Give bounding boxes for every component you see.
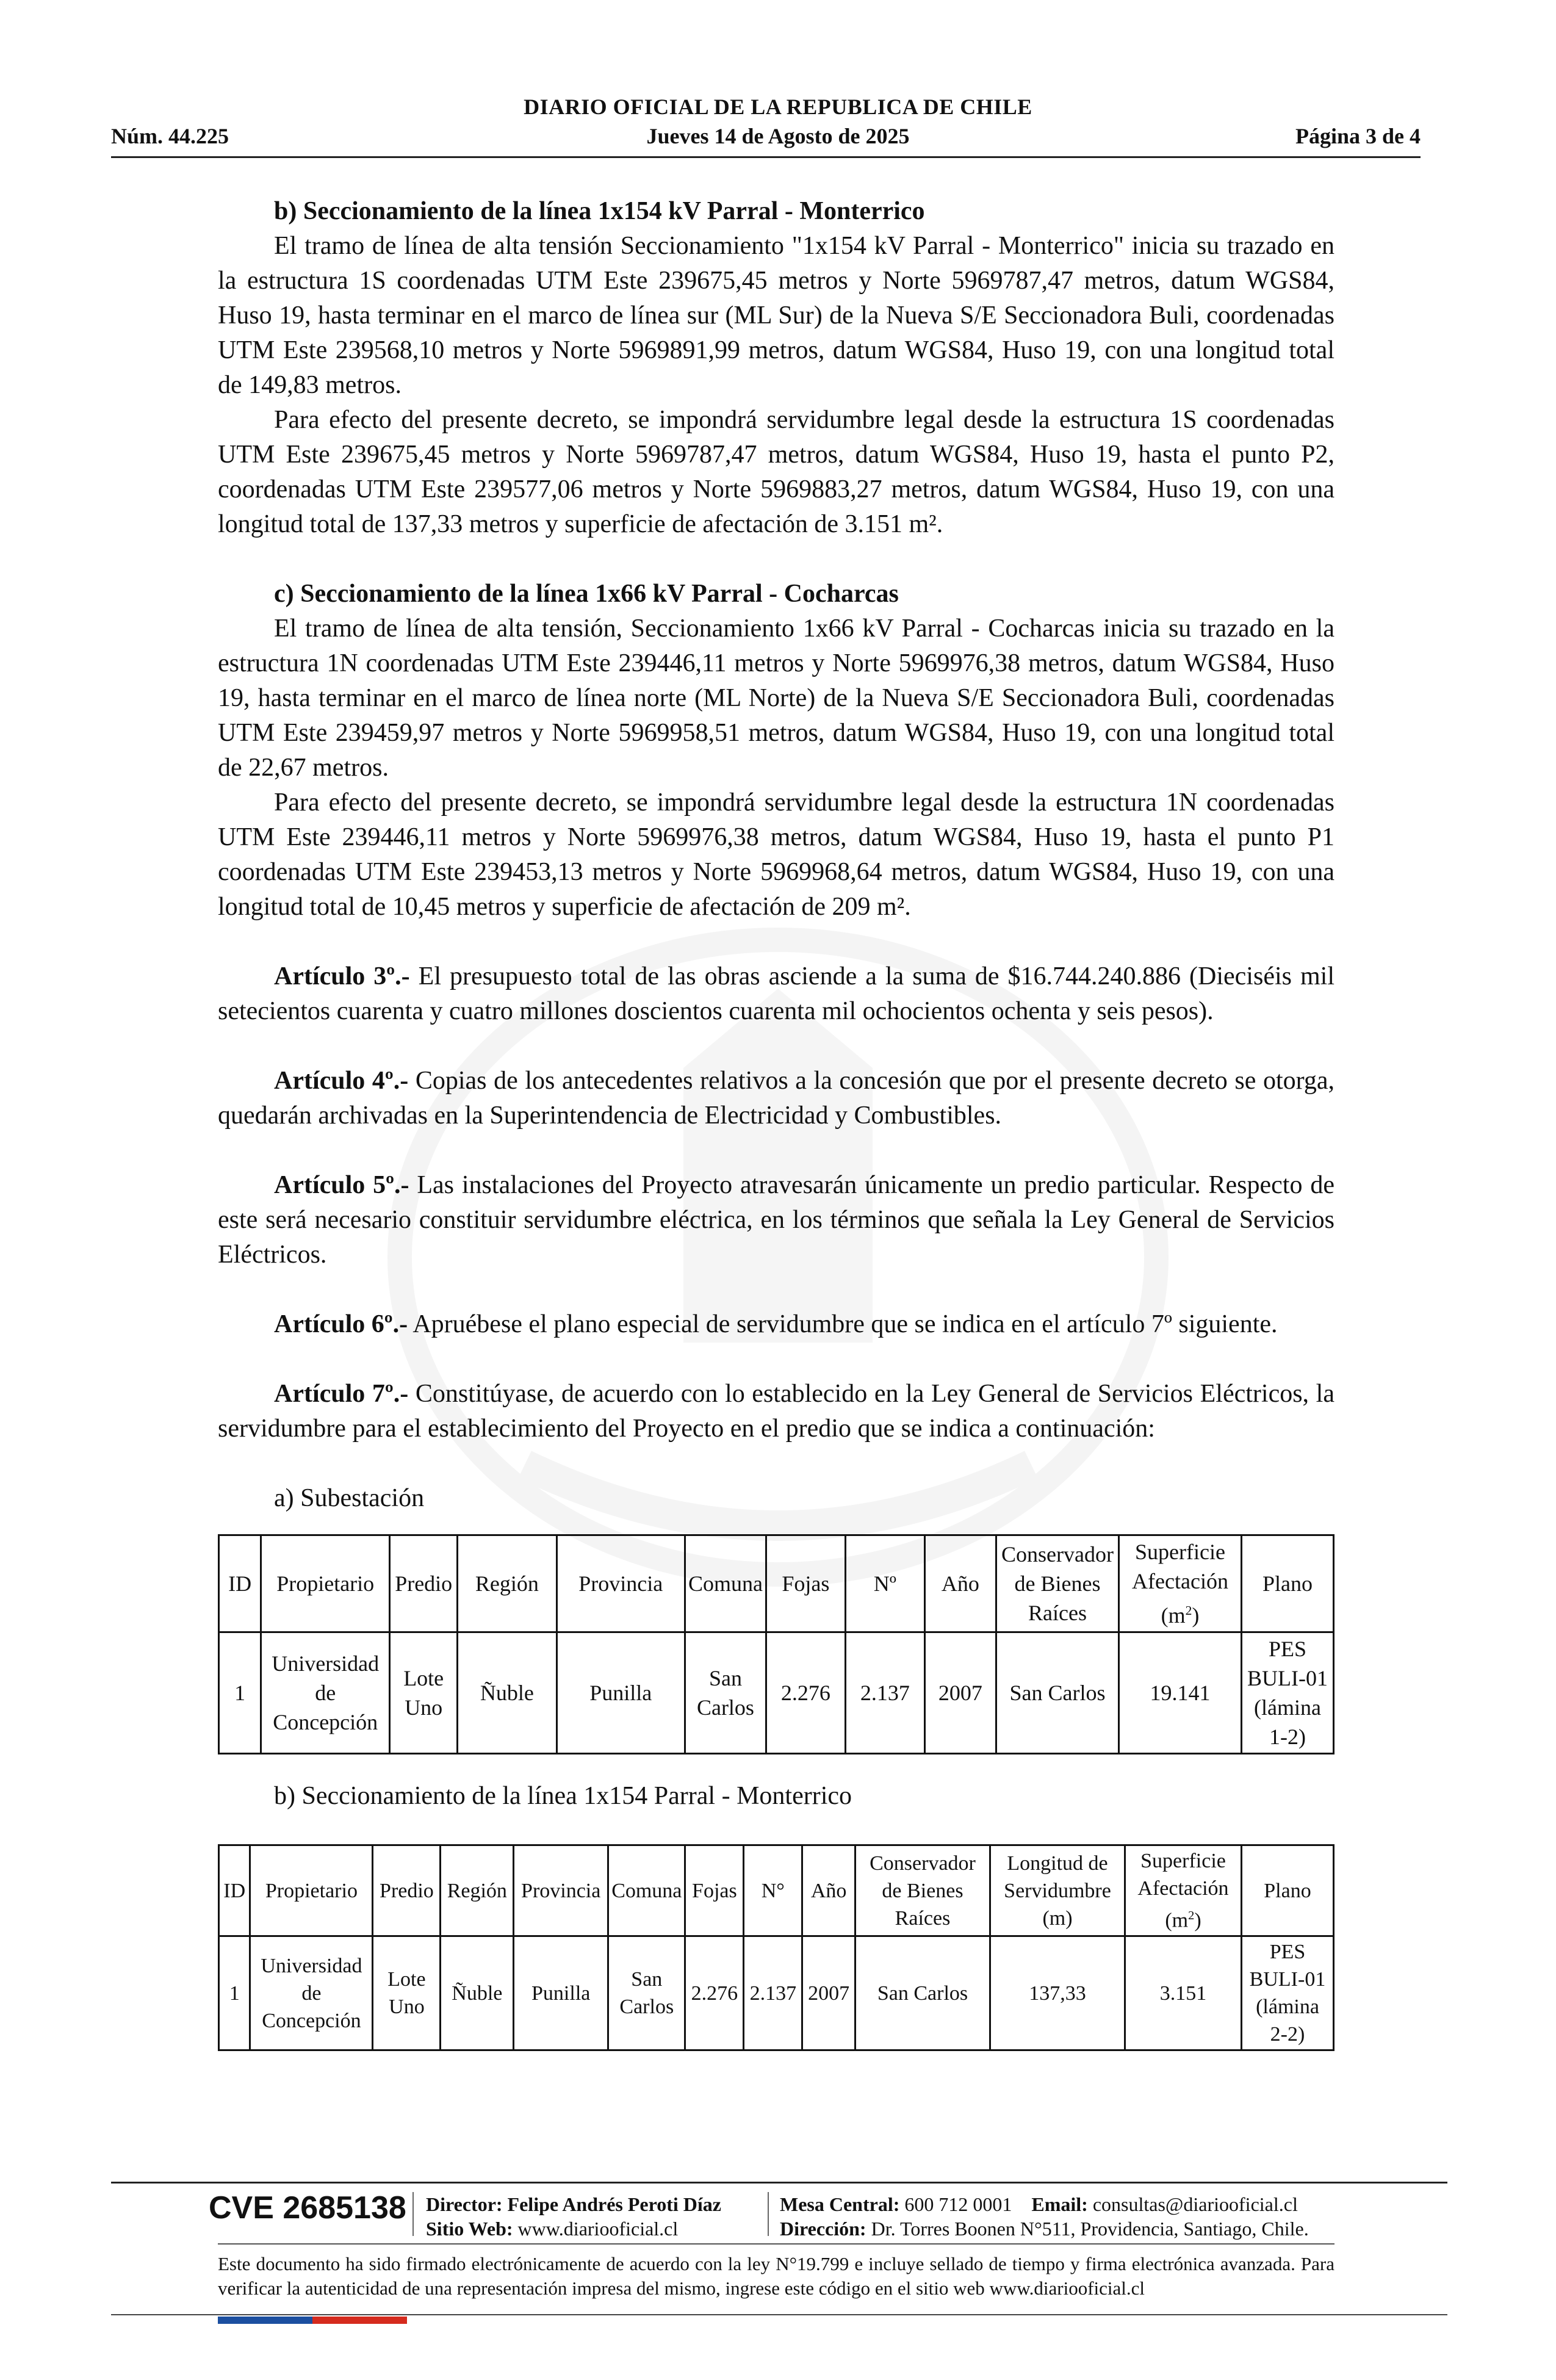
table-cell: San Carlos xyxy=(685,1632,766,1754)
article-6-text: Apruébese el plano especial de servidumbre que se indica en el artículo 7º siguiente. xyxy=(408,1310,1278,1338)
table-cell: 1 xyxy=(219,1632,261,1754)
mesa-phone: 600 712 0001 xyxy=(899,2193,1012,2215)
address: Dr. Torres Boonen N°511, Providencia, Santiago, Chile. xyxy=(866,2218,1309,2240)
table-cell: Ñuble xyxy=(458,1632,556,1754)
header-cell-text: Superficie Afectación xyxy=(1132,1540,1228,1593)
table-cell: 2007 xyxy=(802,1936,855,2050)
table-cell: 19.141 xyxy=(1119,1632,1242,1754)
header-cell: Predio xyxy=(373,1845,441,1936)
table-header-row xyxy=(219,1845,1334,1936)
flag-stripe-red xyxy=(312,2317,407,2324)
header-cell: Comuna xyxy=(685,1535,766,1632)
article-6-label: Artículo 6º.- xyxy=(274,1310,408,1338)
header-cell: Año xyxy=(924,1535,996,1632)
header-cell: Provincia xyxy=(514,1845,608,1936)
mesa-label: Mesa Central: xyxy=(780,2193,900,2215)
footer-separator xyxy=(412,2192,414,2236)
header-cell: Predio xyxy=(390,1535,458,1632)
authenticity-note: Este documento ha sido firmado electrónicamente de acuerdo con la ley N°19.799 e incluye sellado de tiempo y firma electrónica avanzada. Para verificar la autenticidad de una representación impresa del mismo, ingrese este código en el sitio web www.diariooficial.cl xyxy=(218,2253,1334,2299)
article-5-text: Las instalaciones del Proyecto atravesarán únicamente un predio particular. Respecto de este será necesario constituir servidumbre eléctrica, en los términos que señala la Ley General de Servicios Eléctricos. xyxy=(218,1171,1334,1269)
article-3 xyxy=(218,959,1334,1029)
email-link[interactable]: consultas@diariooficial.cl xyxy=(1087,2193,1298,2215)
director-label: Director: xyxy=(426,2193,503,2215)
header-cell: Provincia xyxy=(556,1535,685,1632)
table-cell: San Carlos xyxy=(855,1936,990,2050)
table-cell: 2.137 xyxy=(744,1936,802,2050)
email-label: Email: xyxy=(1031,2193,1088,2215)
table-cell: Universidad de Concepción xyxy=(250,1936,373,2050)
header-cell: Comuna xyxy=(608,1845,685,1936)
header-cell: Plano xyxy=(1242,1845,1334,1936)
table-b-caption: b) Seccionamiento de la línea 1x154 Parral - Monterrico xyxy=(274,1782,852,1810)
article-4-text: Copias de los antecedentes relativos a la concesión que por el presente decreto se otorga, quedarán archivadas en la Superintendencia de Electricidad y Combustibles. xyxy=(218,1067,1334,1130)
table-cell: 137,33 xyxy=(990,1936,1125,2050)
header-cell: Región xyxy=(441,1845,514,1936)
table-cell: 2007 xyxy=(924,1632,996,1754)
newspaper-title: DIARIO OFICIAL DE LA REPUBLICA DE CHILE xyxy=(524,95,1032,119)
issue-number: Núm. 44.225 xyxy=(111,124,229,148)
header-cell: Propietario xyxy=(250,1845,373,1936)
table-cell: 3.151 xyxy=(1125,1936,1242,2050)
header-cell: Nº xyxy=(845,1535,924,1632)
table-cell: Lote Uno xyxy=(373,1936,441,2050)
header-cell: Fojas xyxy=(685,1845,744,1936)
header-cell: Superficie Afectación $(m^2)$ xyxy=(1119,1535,1242,1632)
table-cell: San Carlos xyxy=(608,1936,685,2050)
director-name: Felipe Andrés Peroti Díaz xyxy=(502,2193,721,2215)
article-4 xyxy=(218,1064,1334,1133)
table-cell: Punilla xyxy=(514,1936,608,2050)
article-6 xyxy=(218,1307,1334,1342)
sectioning-table xyxy=(218,1844,1334,2051)
section-b-paragraph-1: El tramo de línea de alta tensión Seccionamiento "1x154 kV Parral - Monterrico" inicia su trazado en la estructura 1S coordenadas UTM Este 239675,45 metros y Norte 5969787,47 metros, datum WGS84, Huso 19, hasta terminar en el marco de línea sur (ML Sur) de la Nueva S/E Seccionadora Buli, coordenadas UTM Este 239568,10 metros y Norte 5969891,99 metros, datum WGS84, Huso 19, con una longitud total de 149,83 metros. xyxy=(218,232,1334,399)
flag-stripe-blue xyxy=(218,2317,312,2324)
footer-divider-2 xyxy=(218,2243,1334,2245)
header-divider xyxy=(111,156,1421,158)
article-3-label: Artículo 3º.- xyxy=(274,962,410,990)
header-cell: N° xyxy=(744,1845,802,1936)
page-number: Página 3 de 4 xyxy=(1295,124,1421,148)
section-c-paragraph-2: Para efecto del presente decreto, se impondrá servidumbre legal desde la estructura 1N coordenadas UTM Este 239446,11 metros y Norte 5969976,38 metros, datum WGS84, Huso 19, hasta el punto P1 coordenadas UTM Este 239453,13 metros y Norte 5969968,64 metros, datum WGS84, Huso 19, con una longitud total de 10,45 metros y superficie de afectación de 209 m². xyxy=(218,788,1334,921)
table-cell: 2.276 xyxy=(685,1936,744,2050)
site-link[interactable]: www.diariooficial.cl xyxy=(513,2218,679,2240)
footer-director-block xyxy=(426,2192,721,2241)
section-b-title: b) Seccionamiento de la línea 1x154 kV Parral - Monterrico xyxy=(274,197,925,225)
header-cell: ID xyxy=(219,1535,261,1632)
header-cell: Región xyxy=(458,1535,556,1632)
cve-code: CVE 2685138 xyxy=(209,2190,406,2226)
header-cell: Año xyxy=(802,1845,855,1936)
table-cell: 2.276 xyxy=(766,1632,845,1754)
table-cell: PES BULI-01 (lámina 1-2) xyxy=(1242,1632,1334,1754)
article-3-text: El presupuesto total de las obras asciende a la suma de $16.744.240.886 (Dieciséis mil setecientos cuarenta y cuatro millones doscientos cuarenta mil ochocientos ochenta y seis pesos). xyxy=(218,962,1334,1025)
substation-table xyxy=(218,1534,1334,1754)
article-7-text: Constitúyase, de acuerdo con lo establecido en la Ley General de Servicios Eléctricos, la servidumbre para el establecimiento del Proyecto en el predio que se indica a continuación: xyxy=(218,1380,1334,1443)
header-cell: Plano xyxy=(1242,1535,1334,1632)
article-7 xyxy=(218,1377,1334,1446)
header-cell: Conservador de Bienes Raíces xyxy=(996,1535,1119,1632)
article-4-label: Artículo 4º.- xyxy=(274,1067,409,1095)
site-label: Sitio Web: xyxy=(426,2218,513,2240)
table-cell: PES BULI-01 (lámina 2-2) xyxy=(1242,1936,1334,2050)
header-cell: Fojas xyxy=(766,1535,845,1632)
header-cell: Conservador de Bienes Raíces xyxy=(855,1845,990,1936)
table-a-caption: a) Subestación xyxy=(274,1484,425,1512)
address-label: Dirección: xyxy=(780,2218,866,2240)
header-cell: Propietario xyxy=(261,1535,390,1632)
footer-divider xyxy=(111,2182,1447,2183)
table-cell: Lote Uno xyxy=(390,1632,458,1754)
header-cell: Longitud de Servidumbre (m) xyxy=(990,1845,1125,1936)
document-body xyxy=(218,194,1334,2051)
section-c-title: c) Seccionamiento de la línea 1x66 kV Parral - Cocharcas xyxy=(274,580,899,608)
table-cell: Ñuble xyxy=(441,1936,514,2050)
table-cell: Punilla xyxy=(556,1632,685,1754)
footer-divider-3 xyxy=(111,2314,1447,2315)
issue-date: Jueves 14 de Agosto de 2025 xyxy=(646,124,910,148)
footer-contact-block xyxy=(780,2192,1309,2241)
table-header-row xyxy=(219,1535,1334,1632)
table-cell: 2.137 xyxy=(845,1632,924,1754)
article-5 xyxy=(218,1168,1334,1272)
table-row xyxy=(219,1936,1334,2050)
table-cell: Universidad de Concepción xyxy=(261,1632,390,1754)
table-row xyxy=(219,1632,1334,1754)
article-7-label: Artículo 7º.- xyxy=(274,1380,409,1408)
table-cell: San Carlos xyxy=(996,1632,1119,1754)
header-cell: ID xyxy=(219,1845,250,1936)
header-cell: Superficie Afectación $(m^2)$ xyxy=(1125,1845,1242,1936)
section-c-paragraph-1: El tramo de línea de alta tensión, Seccionamiento 1x66 kV Parral - Cocharcas inicia su trazado en la estructura 1N coordenadas UTM Este 239446,11 metros y Norte 5969976,38 metros, datum WGS84, Huso 19, hasta terminar en el marco de línea norte (ML Norte) de la Nueva S/E Seccionadora Buli, coordenadas UTM Este 239459,97 metros y Norte 5969958,51 metros, datum WGS84, Huso 19, con una longitud total de 22,67 metros. xyxy=(218,615,1334,782)
article-5-label: Artículo 5º.- xyxy=(274,1171,409,1199)
table-cell: 1 xyxy=(219,1936,250,2050)
footer-separator xyxy=(768,2192,769,2236)
section-b-paragraph-2: Para efecto del presente decreto, se impondrá servidumbre legal desde la estructura 1S coordenadas UTM Este 239675,45 metros y Norte 5969787,47 metros, datum WGS84, Huso 19, hasta el punto P2, coordenadas UTM Este 239577,06 metros y Norte 5969883,27 metros, datum WGS84, Huso 19, con una longitud total de 137,33 metros y superficie de afectación de 3.151 m². xyxy=(218,406,1334,538)
